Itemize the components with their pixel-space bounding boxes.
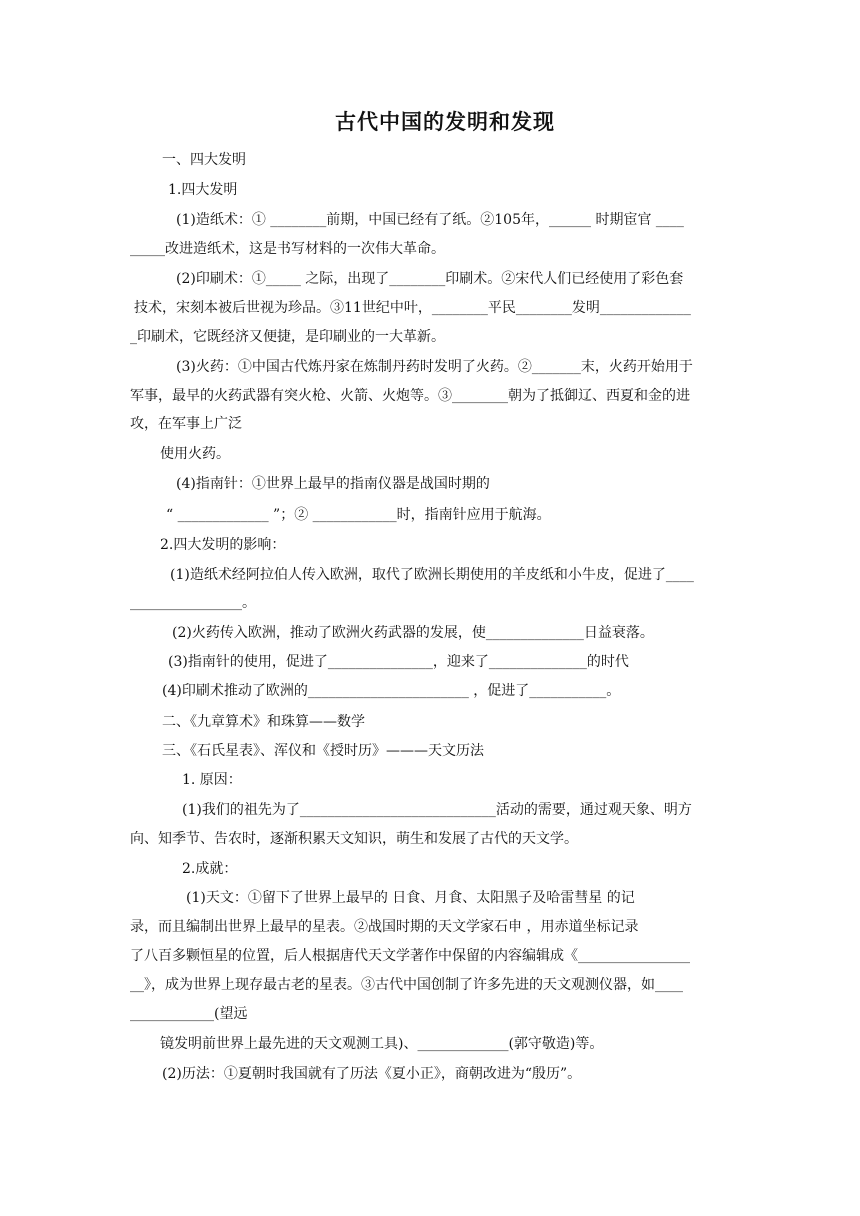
paragraph-line: 向、知季节、告农时，逐渐积累天文知识，萌生和发展了古代的天文学。 bbox=[130, 831, 578, 847]
paragraph-line: 军事，最早的火药武器有突火枪、火箭、火炮等。③________朝为了抵御辽、西夏和金的进 bbox=[130, 388, 690, 404]
section-heading: 三、《石氏星表》、浑仪和《授时历》———天文历法 bbox=[162, 743, 484, 759]
page-title: 古代中国的发明和发现 bbox=[335, 109, 555, 134]
paragraph-line: _印刷术，它既经济又便捷，是印刷业的一大革新。 bbox=[130, 329, 445, 345]
paragraph-line: (2)印刷术：①_____ 之际，出现了________印刷术。②宋代人们已经使用了彩色套 bbox=[176, 271, 684, 287]
paragraph-line: ____________(望远 bbox=[130, 1006, 248, 1022]
subsection-heading: 1.四大发明 bbox=[168, 182, 238, 198]
paragraph-line: 使用火药。 bbox=[160, 446, 230, 462]
paragraph-line: 录，而且编制出世界上最早的星表。②战国时期的天文学家石申 ，用赤道坐标记录 bbox=[130, 919, 639, 935]
paragraph-line: 攻，在军事上广泛 bbox=[130, 416, 242, 432]
section-heading: 二、《九章算术》和珠算——数学 bbox=[162, 714, 365, 730]
paragraph-line: 技术，宋刻本被后世视为珍品。③11世纪中叶，________平民________发明_____________ bbox=[134, 300, 691, 316]
paragraph-line: (2)历法：①夏朝时我国就有了历法《夏小正》，商朝改进为“殷历”。 bbox=[162, 1066, 582, 1082]
paragraph-line: (3)指南针的使用，促进了_______________，迎来了______________的时代 bbox=[168, 654, 629, 670]
paragraph-line: (4)印刷术推动了欧洲的_______________________ ，促进了___________。 bbox=[162, 683, 621, 699]
paragraph-line: __》，成为世界上现存最古老的星表。③古代中国创制了许多先进的天文观测仪器，如____ bbox=[130, 977, 683, 993]
paragraph-line: _____改进造纸术，这是书写材料的一次伟大革命。 bbox=[130, 241, 445, 257]
paragraph-line: (3)火药：①中国古代炼丹家在炼制丹药时发明了火药。②_______末，火药开始用于 bbox=[176, 359, 693, 375]
paragraph-line: (1)造纸术：① ________前期，中国已经有了纸。②105年，______ 时期宦官 ____ bbox=[176, 212, 684, 228]
paragraph-line: 镜发明前世界上最先进的天文观测工具)、_____________(郭守敬造)等。 bbox=[160, 1036, 604, 1052]
paragraph-line: (4)指南针：①世界上最早的指南仪器是战国时期的 bbox=[176, 476, 490, 492]
subsection-heading: 1. 原因： bbox=[182, 772, 242, 788]
paragraph-line: ________________。 bbox=[130, 595, 256, 611]
subsection-heading: 2.四大发明的影响： bbox=[160, 537, 286, 553]
paragraph-line: “ _____________ ”；② ____________时，指南针应用于航海。 bbox=[166, 507, 551, 523]
paragraph-line: 了八百多颗恒星的位置，后人根据唐代天文学著作中保留的内容编辑成《________________ bbox=[130, 948, 690, 964]
paragraph-line: (2)火药传入欧洲，推动了欧洲火药武器的发展，使______________日益衰落。 bbox=[172, 625, 654, 641]
paragraph-line: (1)造纸术经阿拉伯人传入欧洲，取代了欧洲长期使用的羊皮纸和小牛皮，促进了____ bbox=[170, 567, 694, 583]
paragraph-line: (1)我们的祖先为了____________________________活动的需要，通过观天象、明方 bbox=[182, 802, 692, 818]
section-heading: 一、四大发明 bbox=[162, 152, 246, 168]
paragraph-line: (1)天文：①留下了世界上最早的 日食、月食、太阳黑子及哈雷彗星 的记 bbox=[186, 890, 635, 906]
subsection-heading: 2.成就： bbox=[182, 861, 238, 877]
